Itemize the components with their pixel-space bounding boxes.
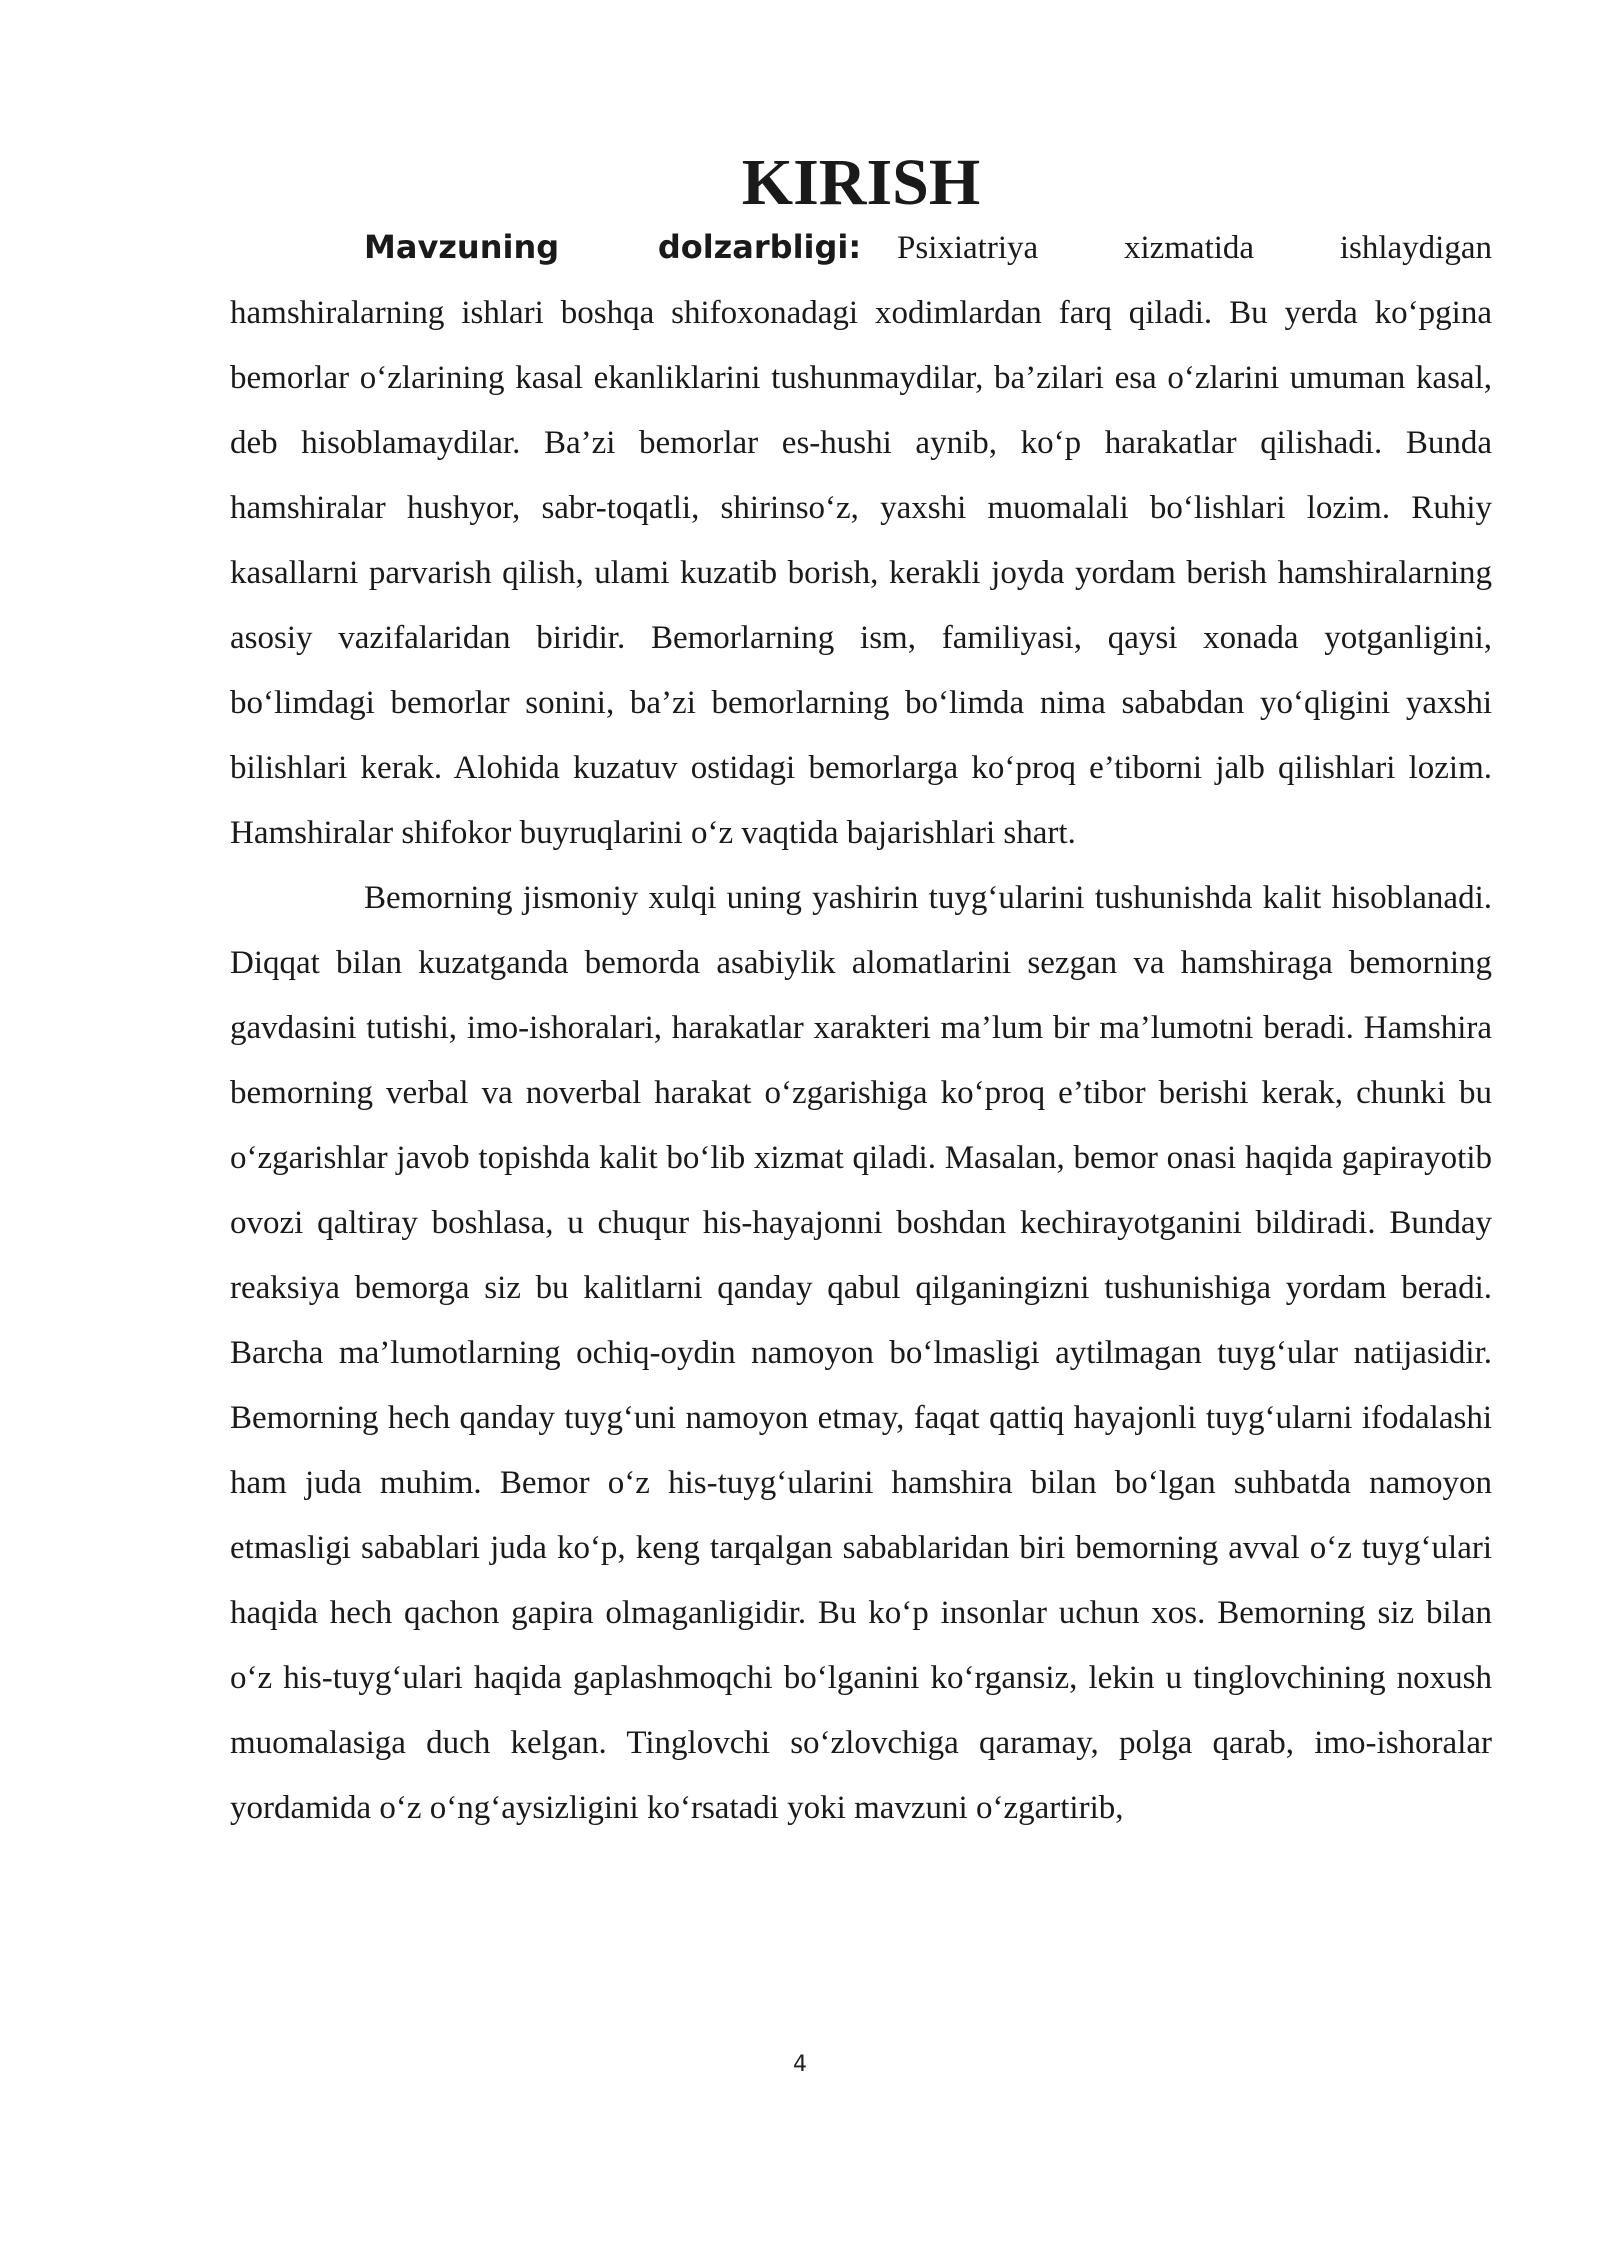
page-number: 4 <box>793 2052 807 2077</box>
paragraph-lead-label: Mavzuning dolzarbligi: <box>364 228 862 266</box>
document-body <box>230 146 1492 1841</box>
section-title: KIRISH <box>741 146 981 219</box>
paragraph-relevance-body: hamshiralarning ishlari boshqa shifoxonadagi xodimlardan farq qiladi. Bu yerda ko‘pgina bemorlar o‘zlarining kasal ekanliklarini tushunmaydilar, ba’zilari esa o‘zlarini umuman kasal, deb hisoblamaydilar. Ba’zi bemorlar es-hushi aynib, ko‘p harakatlar qilishadi. Bunda hamshiralar hushyor, sabr-toqatli, shirinso‘z, yaxshi muomalali bo‘lishlari lozim. Ruhiy kasallarni parvarish qilish, ulami kuzatib borish, kerakli joyda yordam berish hamshiralarning asosiy vazifalaridan biridir. Bemorlarning ism, familiyasi, qaysi xonada yotganligini, bo‘limdagi bemorlar sonini, ba’zi bemorlarning bo‘limda nima sababdan yo‘qligini yaxshi bilishlari kerak. Alohida kuzatuv ostidagi bemorlarga ko‘proq e’tiborni jalb qilishlari lozim. Hamshiralar shifokor buyruqlarini o‘z vaqtida bajarishlari shart. <box>230 295 1492 851</box>
paragraph-patient-behavior: Bemorning jismoniy xulqi uning yashirin tuyg‘ularini tushunishda kalit hisoblanadi. Diqqat bilan kuzatganda bemorda asabiylik alomatlarini sezgan va hamshiraga bemorning gavdasini tutishi, imo-ishoralari, harakatlar xarakteri ma’lum bir ma’lumotni beradi. Hamshira bemorning verbal va noverbal harakat o‘zgarishiga ko‘proq e’tibor berishi kerak, chunki bu o‘zgarishlar javob topishda kalit bo‘lib xizmat qiladi. Masalan, bemor onasi haqida gapirayotib ovozi qaltiray boshlasa, u chuqur his-hayajonni boshdan kechirayotganini bildiradi. Bunday reaksiya bemorga siz bu kalitlarni qanday qabul qilganingizni tushunishiga yordam beradi. Barcha ma’lumotlarning ochiq-oydin namoyon bo‘lmasligi aytilmagan tuyg‘ular natijasidir. Bemorning hech qanday tuyg‘uni namoyon etmay, faqat qattiq hayajonli tuyg‘ularni ifodalashi ham juda muhim. Bemor o‘z his-tuyg‘ularini hamshira bilan bo‘lgan suhbatda namoyon etmasligi sabablari juda ko‘p, keng tarqalgan sabablaridan biri bemorning avval o‘z tuyg‘ulari haqida hech qachon gapira olmaganligidir. Bu ko‘p insonlar uchun xos. Bemorning siz bilan o‘z his-tuyg‘ulari haqida gaplashmoqchi bo‘lganini ko‘rgansiz, lekin u tinglovchining noxush muomalasiga duch kelgan. Tinglovchi so‘zlovchiga qaramay, polga qarab, imo-ishoralar yordamida o‘z o‘ng‘aysizligini ko‘rsatadi yoki mavzuni o‘zgartirib, <box>230 880 1492 1826</box>
paragraph-lead-tail: Psixiatriya xizmatida ishlaydigan <box>897 230 1492 266</box>
paragraph-relevance <box>230 215 1492 866</box>
